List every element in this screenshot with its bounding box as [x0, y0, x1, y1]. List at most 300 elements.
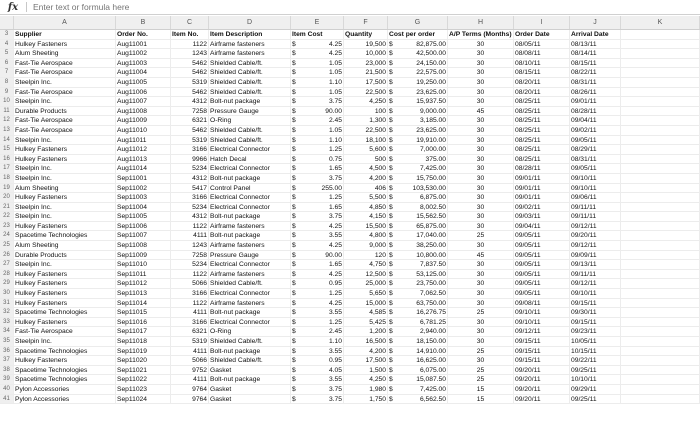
cell-a[interactable]: Hulkey Fasteners	[14, 155, 116, 164]
cell-g[interactable]	[388, 375, 448, 384]
row-number[interactable]: 28	[0, 270, 14, 279]
cell-h[interactable]: 25	[448, 375, 514, 384]
cell-b[interactable]: Aug11006	[116, 88, 171, 97]
cell-i[interactable]: 08/28/11	[514, 164, 570, 173]
cell-g[interactable]	[388, 212, 448, 221]
cell-b[interactable]: Aug11002	[116, 49, 171, 58]
cell-d[interactable]: Electrical Connector	[209, 193, 291, 202]
cell-j[interactable]: 09/15/11	[570, 299, 621, 308]
cell-g[interactable]	[388, 116, 448, 125]
row-number[interactable]: 30	[0, 289, 14, 298]
cell-c[interactable]: 5066	[171, 356, 209, 365]
cell-e[interactable]	[291, 116, 344, 125]
cell-k[interactable]	[621, 251, 700, 260]
cell-c[interactable]: 4111	[171, 347, 209, 356]
cell-b[interactable]: Sep11005	[116, 212, 171, 221]
row-number[interactable]: 23	[0, 222, 14, 231]
cell-g[interactable]	[388, 193, 448, 202]
cell-d[interactable]: Shielded Cable/ft.	[209, 68, 291, 77]
cell-c[interactable]: 1243	[171, 241, 209, 250]
row-number[interactable]: 37	[0, 356, 14, 365]
cell-a[interactable]: Fast-Tie Aerospace	[14, 126, 116, 135]
cell-g[interactable]	[388, 107, 448, 116]
cell-k[interactable]	[621, 116, 700, 125]
cell-a[interactable]: Durable Products	[14, 251, 116, 260]
cell-i[interactable]: 08/25/11	[514, 126, 570, 135]
cell-c[interactable]: 1122	[171, 270, 209, 279]
row-number[interactable]: 20	[0, 193, 14, 202]
cell-g[interactable]	[388, 279, 448, 288]
column-header-i[interactable]: I	[514, 16, 570, 29]
cell-j[interactable]: 08/26/11	[570, 88, 621, 97]
cell-f[interactable]: 18,100	[344, 136, 388, 145]
cell-e[interactable]	[291, 107, 344, 116]
cell-k[interactable]	[621, 289, 700, 298]
cell-b[interactable]: Sep11008	[116, 241, 171, 250]
cell-f[interactable]: 5,650	[344, 289, 388, 298]
cell-b[interactable]: Sep11018	[116, 337, 171, 346]
row-number[interactable]: 26	[0, 251, 14, 260]
cell-e[interactable]	[291, 289, 344, 298]
cell-i[interactable]: 09/05/11	[514, 279, 570, 288]
cell-k[interactable]	[621, 30, 700, 39]
cell-c[interactable]: 5234	[171, 260, 209, 269]
row-number[interactable]: 41	[0, 395, 14, 404]
cell-j[interactable]: 08/13/11	[570, 40, 621, 49]
cell-c[interactable]: 1122	[171, 222, 209, 231]
cell-e[interactable]	[291, 59, 344, 68]
cell-f[interactable]: 21,500	[344, 68, 388, 77]
cell-g[interactable]	[388, 289, 448, 298]
cell-g[interactable]	[388, 88, 448, 97]
cell-a[interactable]: Pylon Accessories	[14, 385, 116, 394]
cell-d[interactable]: Shielded Cable/ft.	[209, 126, 291, 135]
cell-c[interactable]: 5319	[171, 337, 209, 346]
cell-i[interactable]: 08/10/11	[514, 59, 570, 68]
cell-f[interactable]: 4,500	[344, 164, 388, 173]
row-number[interactable]: 29	[0, 279, 14, 288]
row-number[interactable]: 27	[0, 260, 14, 269]
cell-c[interactable]: 3166	[171, 289, 209, 298]
cell-f[interactable]: 5,425	[344, 318, 388, 327]
cell-e[interactable]	[291, 279, 344, 288]
row-number[interactable]: 32	[0, 308, 14, 317]
cell-i[interactable]: 09/05/11	[514, 260, 570, 269]
cell-b[interactable]: Sep11007	[116, 231, 171, 240]
cell-g[interactable]	[388, 68, 448, 77]
cell-i[interactable]: 09/01/11	[514, 193, 570, 202]
cell-j[interactable]: 09/12/11	[570, 279, 621, 288]
cell-f[interactable]: 4,800	[344, 231, 388, 240]
cell-d[interactable]: Airframe fasteners	[209, 40, 291, 49]
cell-a[interactable]: Hulkey Fasteners	[14, 318, 116, 327]
row-number[interactable]: 34	[0, 327, 14, 336]
cell-g[interactable]	[388, 203, 448, 212]
cell-j[interactable]: 09/05/11	[570, 136, 621, 145]
cell-e[interactable]	[291, 356, 344, 365]
cell-j[interactable]: 09/20/11	[570, 231, 621, 240]
cell-h[interactable]: 30	[448, 327, 514, 336]
header-cell-b[interactable]: Order No.	[116, 30, 171, 39]
cell-b[interactable]: Aug11014	[116, 164, 171, 173]
cell-a[interactable]: Steelpin Inc.	[14, 337, 116, 346]
cell-c[interactable]: 9752	[171, 366, 209, 375]
cell-d[interactable]: Airframe fasteners	[209, 270, 291, 279]
cell-g[interactable]	[388, 78, 448, 87]
cell-b[interactable]: Sep11019	[116, 347, 171, 356]
cell-k[interactable]	[621, 203, 700, 212]
cell-f[interactable]: 16,500	[344, 337, 388, 346]
cell-g[interactable]	[388, 366, 448, 375]
cell-e[interactable]	[291, 337, 344, 346]
cell-g[interactable]	[388, 231, 448, 240]
cell-a[interactable]: Steelpin Inc.	[14, 136, 116, 145]
cell-j[interactable]: 08/22/11	[570, 68, 621, 77]
cell-g[interactable]	[388, 59, 448, 68]
cell-j[interactable]: 08/29/11	[570, 145, 621, 154]
cell-f[interactable]: 25,000	[344, 279, 388, 288]
cell-e[interactable]	[291, 347, 344, 356]
cell-c[interactable]: 3166	[171, 145, 209, 154]
cell-g[interactable]	[388, 337, 448, 346]
cell-i[interactable]: 08/25/11	[514, 155, 570, 164]
cell-a[interactable]: Hulkey Fasteners	[14, 222, 116, 231]
cell-a[interactable]: Spacetime Technologies	[14, 308, 116, 317]
row-number[interactable]: 5	[0, 49, 14, 58]
cell-e[interactable]	[291, 308, 344, 317]
cell-h[interactable]: 30	[448, 97, 514, 106]
cell-k[interactable]	[621, 136, 700, 145]
cell-e[interactable]	[291, 193, 344, 202]
row-number[interactable]: 6	[0, 59, 14, 68]
cell-i[interactable]: 09/15/11	[514, 356, 570, 365]
cell-j[interactable]: 09/25/11	[570, 366, 621, 375]
cell-k[interactable]	[621, 337, 700, 346]
cell-h[interactable]: 30	[448, 289, 514, 298]
cell-a[interactable]: Steelpin Inc.	[14, 212, 116, 221]
cell-f[interactable]: 1,500	[344, 366, 388, 375]
row-number[interactable]: 4	[0, 40, 14, 49]
cell-b[interactable]: Sep11002	[116, 184, 171, 193]
cell-c[interactable]: 1122	[171, 299, 209, 308]
cell-g[interactable]	[388, 49, 448, 58]
cell-i[interactable]: 09/20/11	[514, 366, 570, 375]
cell-a[interactable]: Steelpin Inc.	[14, 164, 116, 173]
cell-i[interactable]: 09/05/11	[514, 289, 570, 298]
cell-e[interactable]	[291, 126, 344, 135]
cell-e[interactable]	[291, 68, 344, 77]
formula-input[interactable]	[27, 0, 635, 14]
cell-j[interactable]: 10/05/11	[570, 337, 621, 346]
cell-h[interactable]: 30	[448, 279, 514, 288]
cell-a[interactable]: Hulkey Fasteners	[14, 289, 116, 298]
cell-f[interactable]: 17,500	[344, 78, 388, 87]
cell-g[interactable]	[388, 356, 448, 365]
cell-h[interactable]: 25	[448, 308, 514, 317]
cell-g[interactable]	[388, 395, 448, 404]
cell-c[interactable]: 4312	[171, 97, 209, 106]
cell-j[interactable]: 09/05/11	[570, 164, 621, 173]
column-header-f[interactable]: F	[344, 16, 388, 29]
cell-b[interactable]: Sep11004	[116, 203, 171, 212]
cell-i[interactable]: 09/05/11	[514, 241, 570, 250]
cell-c[interactable]: 1122	[171, 40, 209, 49]
cell-i[interactable]: 08/08/11	[514, 49, 570, 58]
cell-c[interactable]: 7258	[171, 251, 209, 260]
cell-f[interactable]: 19,500	[344, 40, 388, 49]
row-number[interactable]: 33	[0, 318, 14, 327]
cell-i[interactable]: 09/04/11	[514, 222, 570, 231]
cell-j[interactable]: 08/31/11	[570, 78, 621, 87]
cell-j[interactable]: 10/15/11	[570, 347, 621, 356]
cell-f[interactable]: 15,500	[344, 222, 388, 231]
cell-k[interactable]	[621, 356, 700, 365]
cell-e[interactable]	[291, 212, 344, 221]
cell-g[interactable]	[388, 136, 448, 145]
cell-f[interactable]: 4,750	[344, 260, 388, 269]
cell-b[interactable]: Sep11014	[116, 299, 171, 308]
cell-j[interactable]: 09/25/11	[570, 395, 621, 404]
cell-b[interactable]: Aug11008	[116, 107, 171, 116]
cell-b[interactable]: Aug11013	[116, 155, 171, 164]
header-cell-e[interactable]: Item Cost	[291, 30, 344, 39]
cell-f[interactable]: 12,500	[344, 270, 388, 279]
cell-a[interactable]: Hulkey Fasteners	[14, 145, 116, 154]
cell-b[interactable]: Sep11022	[116, 375, 171, 384]
row-number[interactable]: 16	[0, 155, 14, 164]
cell-b[interactable]: Aug11005	[116, 78, 171, 87]
cell-b[interactable]: Aug11004	[116, 68, 171, 77]
cell-h[interactable]: 30	[448, 337, 514, 346]
cell-b[interactable]: Sep11013	[116, 289, 171, 298]
cell-f[interactable]: 100	[344, 107, 388, 116]
cell-k[interactable]	[621, 270, 700, 279]
cell-h[interactable]: 30	[448, 116, 514, 125]
cell-a[interactable]: Hulkey Fasteners	[14, 279, 116, 288]
cell-k[interactable]	[621, 347, 700, 356]
cell-c[interactable]: 3166	[171, 318, 209, 327]
cell-e[interactable]	[291, 155, 344, 164]
header-cell-d[interactable]: Item Description	[209, 30, 291, 39]
cell-j[interactable]: 09/10/11	[570, 184, 621, 193]
cell-i[interactable]: 09/08/11	[514, 299, 570, 308]
cell-g[interactable]	[388, 327, 448, 336]
cell-e[interactable]	[291, 145, 344, 154]
cell-a[interactable]: Fast-Tie Aerospace	[14, 88, 116, 97]
column-header-k[interactable]: K	[621, 16, 700, 29]
cell-b[interactable]: Aug11003	[116, 59, 171, 68]
cell-h[interactable]: 45	[448, 107, 514, 116]
cell-f[interactable]: 1,980	[344, 385, 388, 394]
row-number[interactable]: 14	[0, 136, 14, 145]
cell-d[interactable]: Shielded Cable/ft.	[209, 78, 291, 87]
cell-d[interactable]: Airframe fasteners	[209, 222, 291, 231]
cell-h[interactable]: 30	[448, 203, 514, 212]
cell-c[interactable]: 6321	[171, 327, 209, 336]
cell-g[interactable]	[388, 164, 448, 173]
row-number[interactable]: 21	[0, 203, 14, 212]
cell-h[interactable]: 30	[448, 49, 514, 58]
cell-a[interactable]: Spacetime Technologies	[14, 366, 116, 375]
cell-d[interactable]: Shielded Cable/ft.	[209, 59, 291, 68]
cell-e[interactable]	[291, 97, 344, 106]
cell-a[interactable]: Fast-Tie Aerospace	[14, 116, 116, 125]
cell-d[interactable]: Pressure Gauge	[209, 251, 291, 260]
cell-d[interactable]: O-Ring	[209, 327, 291, 336]
cell-k[interactable]	[621, 212, 700, 221]
cell-c[interactable]: 4312	[171, 174, 209, 183]
cell-c[interactable]: 4111	[171, 375, 209, 384]
cell-d[interactable]: Bolt-nut package	[209, 375, 291, 384]
cell-b[interactable]: Sep11016	[116, 318, 171, 327]
header-cell-j[interactable]: Arrival Date	[570, 30, 621, 39]
cell-i[interactable]: 09/05/11	[514, 270, 570, 279]
cell-f[interactable]: 10,000	[344, 49, 388, 58]
cell-e[interactable]	[291, 270, 344, 279]
cell-d[interactable]: Electrical Connector	[209, 203, 291, 212]
cell-k[interactable]	[621, 174, 700, 183]
cell-h[interactable]: 25	[448, 347, 514, 356]
row-number[interactable]: 13	[0, 126, 14, 135]
select-all-corner[interactable]	[0, 16, 14, 29]
cell-h[interactable]: 30	[448, 78, 514, 87]
cell-i[interactable]: 09/20/11	[514, 375, 570, 384]
row-number[interactable]: 25	[0, 241, 14, 250]
cell-k[interactable]	[621, 279, 700, 288]
cell-d[interactable]: Electrical Connector	[209, 164, 291, 173]
cell-d[interactable]: Shielded Cable/ft.	[209, 88, 291, 97]
cell-b[interactable]: Aug11007	[116, 97, 171, 106]
cell-g[interactable]	[388, 385, 448, 394]
cell-d[interactable]: Bolt-nut package	[209, 212, 291, 221]
cell-a[interactable]: Spacetime Technologies	[14, 375, 116, 384]
row-number[interactable]: 9	[0, 88, 14, 97]
header-cell-a[interactable]: Supplier	[14, 30, 116, 39]
cell-k[interactable]	[621, 193, 700, 202]
cell-b[interactable]: Sep11020	[116, 356, 171, 365]
row-number[interactable]: 7	[0, 68, 14, 77]
cell-k[interactable]	[621, 126, 700, 135]
cell-k[interactable]	[621, 107, 700, 116]
cell-f[interactable]: 4,200	[344, 174, 388, 183]
cell-j[interactable]: 09/13/11	[570, 260, 621, 269]
cell-e[interactable]	[291, 375, 344, 384]
cell-e[interactable]	[291, 260, 344, 269]
cell-c[interactable]: 4111	[171, 231, 209, 240]
cell-j[interactable]: 09/10/11	[570, 289, 621, 298]
cell-h[interactable]: 30	[448, 318, 514, 327]
cell-a[interactable]: Alum Sheeting	[14, 241, 116, 250]
cell-d[interactable]: Bolt-nut package	[209, 97, 291, 106]
cell-k[interactable]	[621, 40, 700, 49]
cell-h[interactable]: 25	[448, 231, 514, 240]
cell-h[interactable]: 30	[448, 59, 514, 68]
cell-d[interactable]: Airframe fasteners	[209, 49, 291, 58]
cell-h[interactable]: 30	[448, 193, 514, 202]
cell-i[interactable]: 09/12/11	[514, 327, 570, 336]
cell-a[interactable]: Hulkey Fasteners	[14, 356, 116, 365]
cell-a[interactable]: Fast-Tie Aerospace	[14, 68, 116, 77]
cell-e[interactable]	[291, 299, 344, 308]
row-number[interactable]: 36	[0, 347, 14, 356]
cell-g[interactable]	[388, 174, 448, 183]
cell-g[interactable]	[388, 260, 448, 269]
cell-a[interactable]: Durable Products	[14, 107, 116, 116]
row-number[interactable]: 18	[0, 174, 14, 183]
cell-g[interactable]	[388, 145, 448, 154]
cell-e[interactable]	[291, 88, 344, 97]
column-header-b[interactable]: B	[116, 16, 171, 29]
cell-h[interactable]: 30	[448, 40, 514, 49]
row-number[interactable]: 22	[0, 212, 14, 221]
cell-d[interactable]: Gasket	[209, 395, 291, 404]
cell-i[interactable]: 09/03/11	[514, 212, 570, 221]
cell-j[interactable]: 09/02/11	[570, 126, 621, 135]
cell-k[interactable]	[621, 395, 700, 404]
cell-i[interactable]: 08/20/11	[514, 78, 570, 87]
cell-f[interactable]: 500	[344, 155, 388, 164]
row-number[interactable]: 31	[0, 299, 14, 308]
cell-i[interactable]: 09/01/11	[514, 174, 570, 183]
row-number[interactable]: 35	[0, 337, 14, 346]
cell-c[interactable]: 5462	[171, 88, 209, 97]
cell-i[interactable]: 09/15/11	[514, 337, 570, 346]
cell-f[interactable]: 120	[344, 251, 388, 260]
header-cell-c[interactable]: Item No.	[171, 30, 209, 39]
header-cell-f[interactable]: Quantity	[344, 30, 388, 39]
cell-b[interactable]: Sep11023	[116, 385, 171, 394]
cell-k[interactable]	[621, 78, 700, 87]
cell-j[interactable]: 10/10/11	[570, 375, 621, 384]
cell-j[interactable]: 09/11/11	[570, 270, 621, 279]
cell-b[interactable]: Aug11011	[116, 136, 171, 145]
cell-i[interactable]: 09/05/11	[514, 231, 570, 240]
cell-g[interactable]	[388, 299, 448, 308]
cell-i[interactable]: 08/25/11	[514, 97, 570, 106]
row-number[interactable]: 39	[0, 375, 14, 384]
cell-i[interactable]: 08/15/11	[514, 68, 570, 77]
cell-d[interactable]: Bolt-nut package	[209, 347, 291, 356]
cell-b[interactable]: Sep11012	[116, 279, 171, 288]
cell-b[interactable]: Aug11001	[116, 40, 171, 49]
cell-h[interactable]: 30	[448, 184, 514, 193]
cell-i[interactable]: 08/05/11	[514, 40, 570, 49]
cell-b[interactable]: Sep11017	[116, 327, 171, 336]
cell-d[interactable]: Airframe fasteners	[209, 299, 291, 308]
cell-a[interactable]: Pylon Accessories	[14, 395, 116, 404]
cell-d[interactable]: Shielded Cable/ft.	[209, 136, 291, 145]
cell-i[interactable]: 09/20/11	[514, 395, 570, 404]
cell-f[interactable]: 4,200	[344, 347, 388, 356]
cell-c[interactable]: 5462	[171, 68, 209, 77]
cell-b[interactable]: Sep11006	[116, 222, 171, 231]
cell-d[interactable]: Shielded Cable/ft.	[209, 356, 291, 365]
cell-j[interactable]: 09/22/11	[570, 356, 621, 365]
row-number[interactable]: 24	[0, 231, 14, 240]
cell-f[interactable]: 4,585	[344, 308, 388, 317]
cell-f[interactable]: 4,250	[344, 375, 388, 384]
cell-e[interactable]	[291, 203, 344, 212]
cell-k[interactable]	[621, 145, 700, 154]
cell-i[interactable]: 08/25/11	[514, 107, 570, 116]
cell-f[interactable]: 9,000	[344, 241, 388, 250]
cell-h[interactable]: 30	[448, 126, 514, 135]
cell-b[interactable]: Sep11015	[116, 308, 171, 317]
cell-f[interactable]: 1,300	[344, 116, 388, 125]
column-header-h[interactable]: H	[448, 16, 514, 29]
cell-b[interactable]: Sep11021	[116, 366, 171, 375]
cell-k[interactable]	[621, 327, 700, 336]
